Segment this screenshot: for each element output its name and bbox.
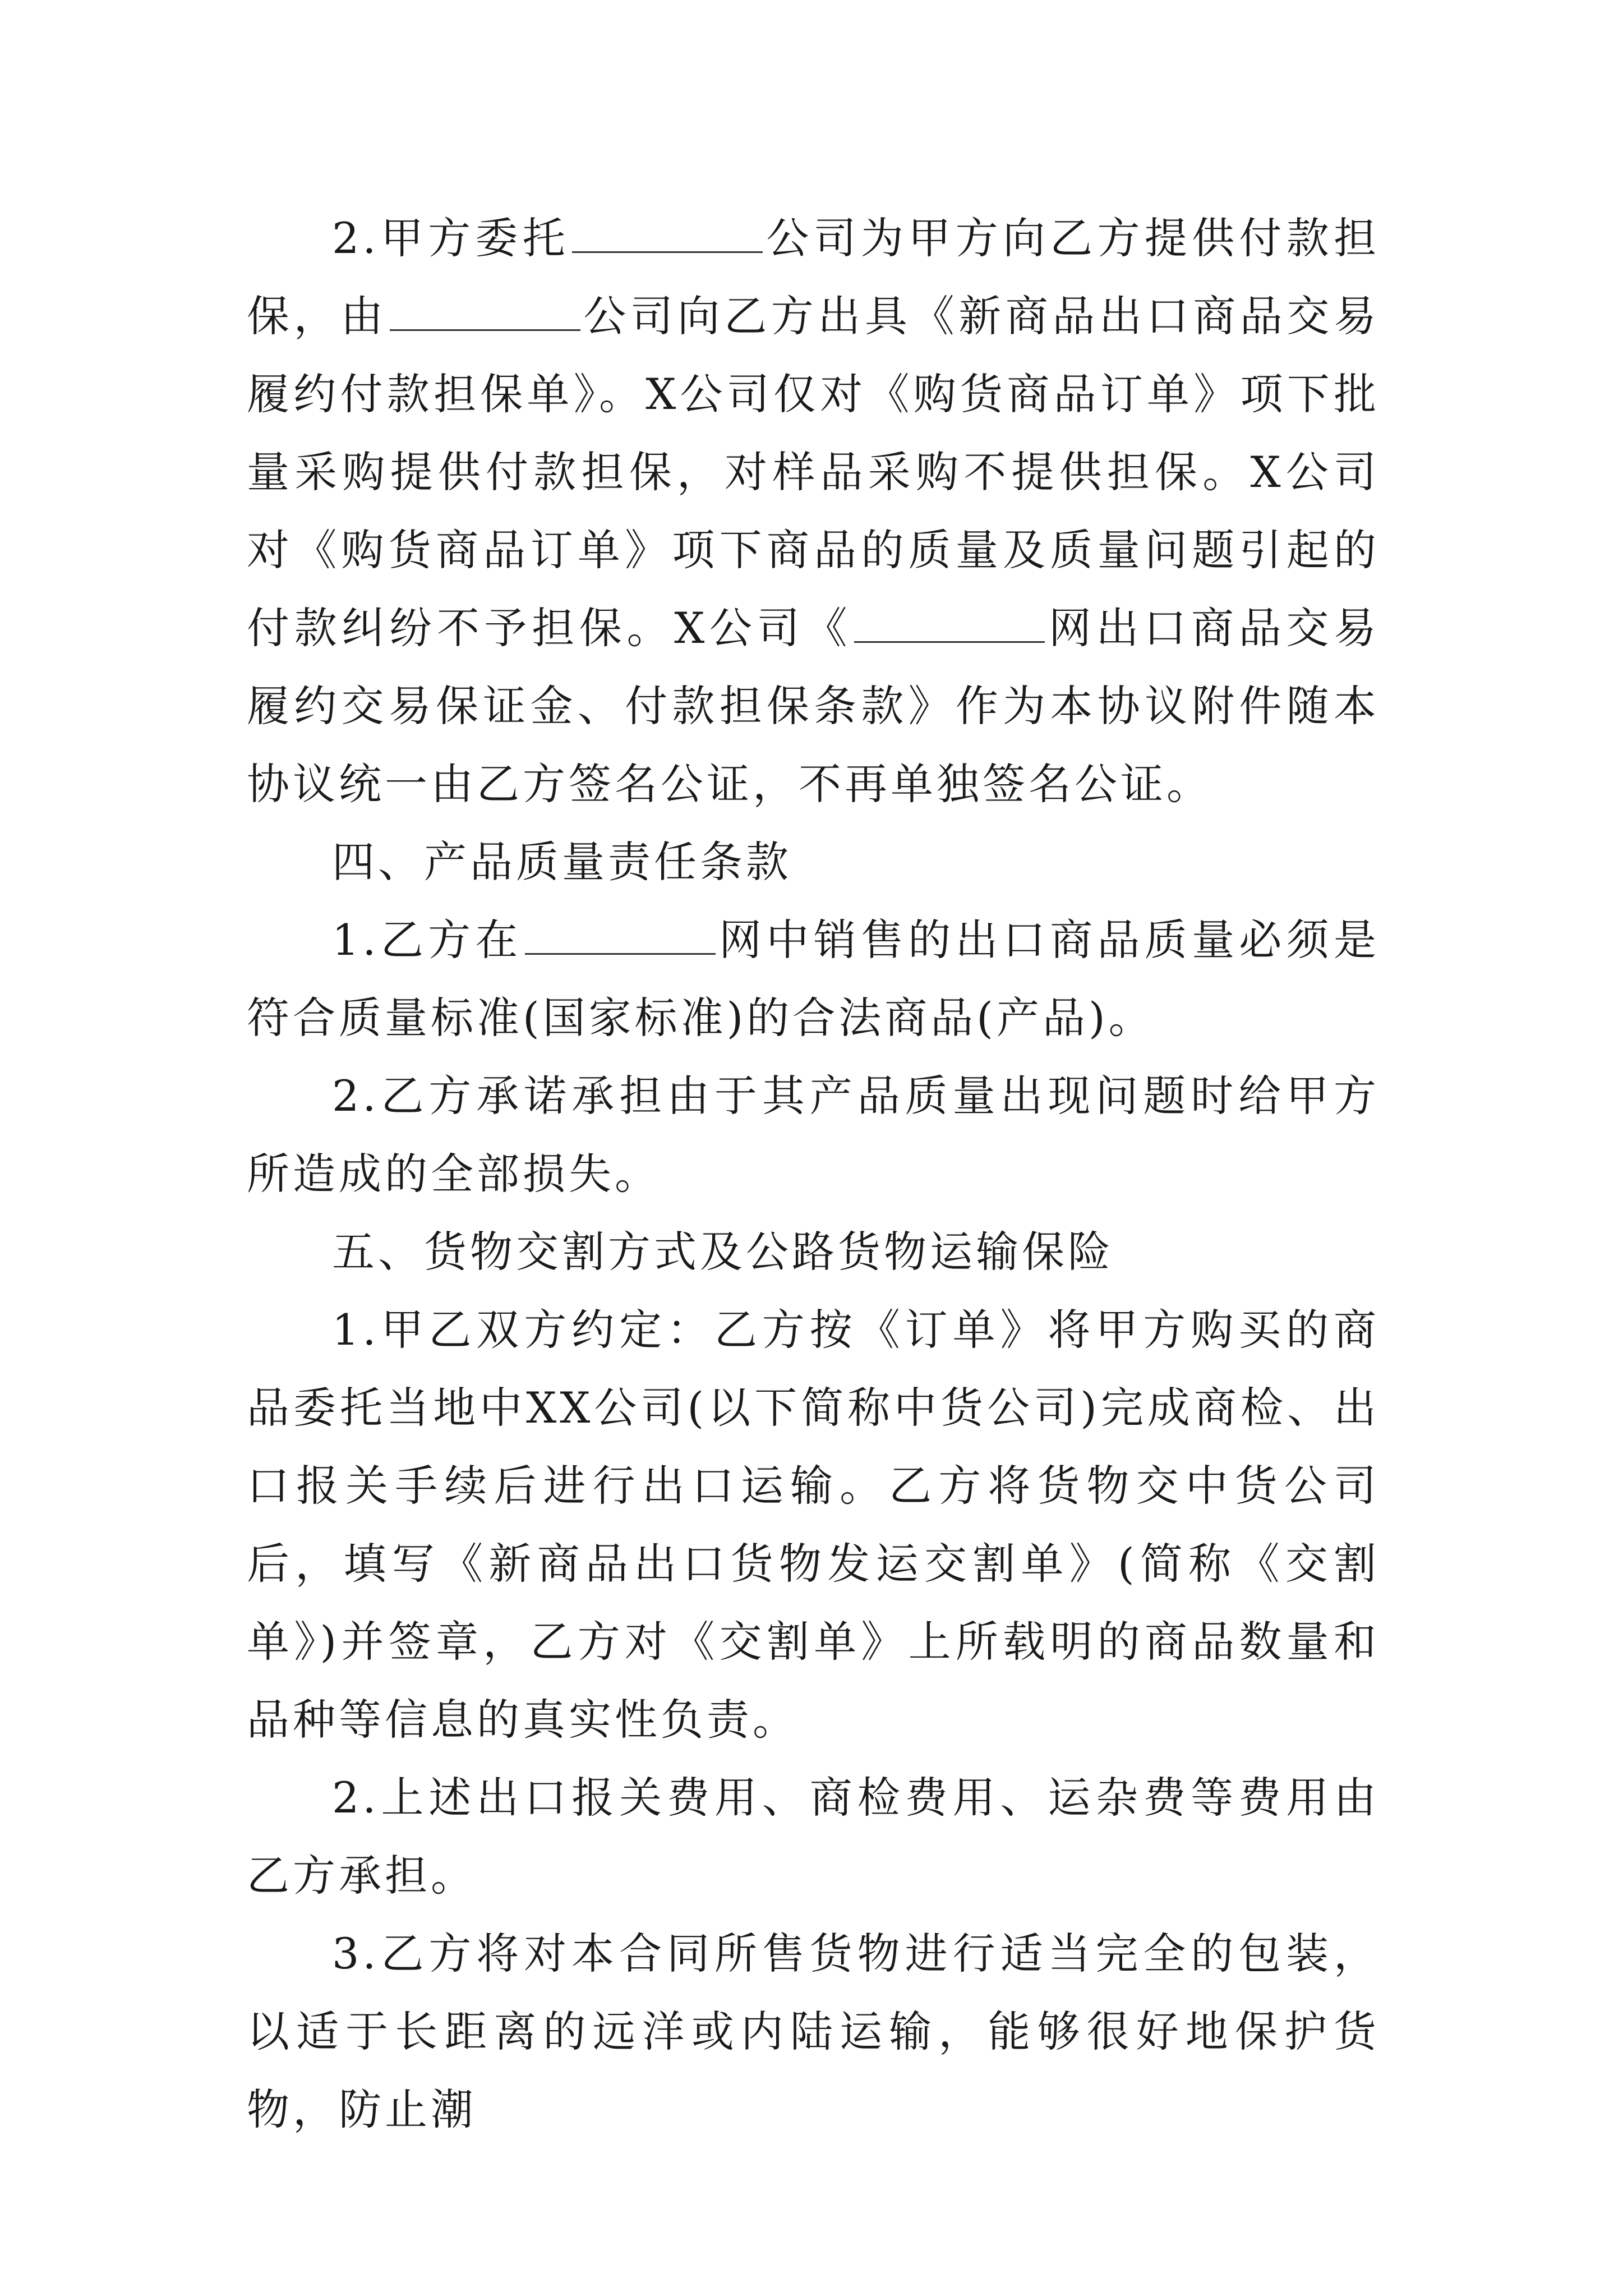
paragraph-guarantee — [247, 199, 1380, 823]
text-segment: 公司为甲方向乙方提供付款担保，由 — [247, 213, 1380, 341]
text-segment: 网出口商品交易履约交易保证金、付款担保条款》作为本协议附件随本协议统一由乙方签名公证，不再单独签名公证。 — [247, 603, 1380, 809]
blank-line — [572, 218, 763, 253]
document-body — [247, 199, 1380, 2148]
paragraph-quality-1 — [247, 901, 1380, 1057]
paragraph-delivery-3: 3.乙方将对本合同所售货物进行适当完全的包装，以适于长距离的远洋或内陆运输，能够很好地保护货物，防止潮 — [247, 1929, 1380, 2134]
section-heading-5: 五、货物交割方式及公路货物运输保险 — [332, 1227, 1114, 1277]
text-segment: 网中销售的出口商品质量必须是符合质量标准(国家标准)的合法商品(产品)。 — [247, 915, 1380, 1043]
text-segment: 公司向乙方出具《新商品出口商品交易履约付款担保单》。X公司仅对《购货商品订单》项下批量采购提供付款担保，对样品采购不提供担保。X公司对《购货商品订单》项下商品的质量及质量问题引起的付款纠纷不予担保。X公司《 — [247, 291, 1380, 653]
blank-line — [525, 919, 716, 955]
paragraph-delivery-2: 2.上述出口报关费用、商检费用、运杂费等费用由乙方承担。 — [247, 1773, 1380, 1901]
text-segment: 1.乙方在 — [332, 915, 523, 965]
section-heading-4: 四、产品质量责任条款 — [332, 837, 792, 887]
blank-line — [854, 608, 1045, 643]
paragraph-quality-2: 2.乙方承诺承担由于其产品质量出现问题时给甲方所造成的全部损失。 — [247, 1071, 1380, 1199]
text-segment: 2.甲方委托 — [332, 213, 570, 263]
blank-line — [390, 296, 580, 331]
paragraph-delivery-1: 1.甲乙双方约定：乙方按《订单》将甲方购买的商品委托当地中XX公司(以下简称中货公司)完成商检、出口报关手续后进行出口运输。乙方将货物交中货公司后，填写《新商品出口货物发运交割单》(简称《交割单》)并签章，乙方对《交割单》上所载明的商品数量和品种等信息的真实性负责。 — [247, 1305, 1380, 1745]
